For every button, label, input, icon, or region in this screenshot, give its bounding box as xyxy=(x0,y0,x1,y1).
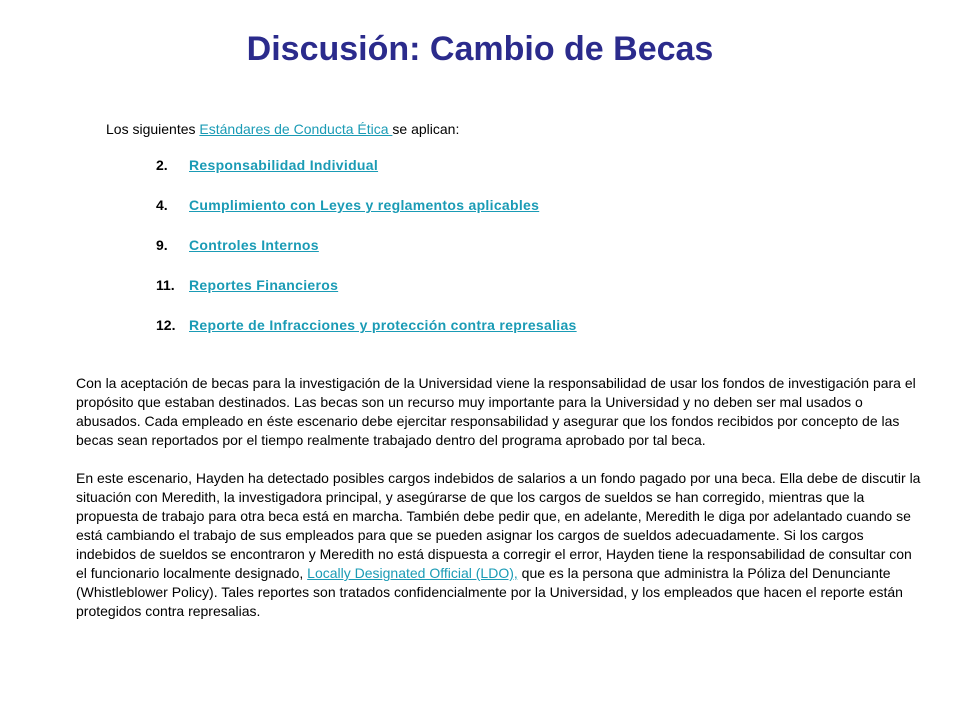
standard-link-individual-responsibility[interactable]: Responsabilidad Individual xyxy=(189,157,379,173)
paragraph-scenario-after: que es la persona que administra la Póliza del Denunciante (Whistleblower Policy). Tales reportes son tratados confidencialmente por la Universidad, y los empleados que hacen el reporte están protegidos contra represalias. xyxy=(76,565,903,619)
standard-number: 4. xyxy=(156,197,168,213)
standard-item xyxy=(156,197,577,237)
intro-text-after: se aplican: xyxy=(392,121,460,137)
standard-item xyxy=(156,237,577,277)
ldo-link[interactable]: Locally Designated Official (LDO), xyxy=(307,565,518,581)
standard-number: 12. xyxy=(156,317,176,333)
standard-number: 9. xyxy=(156,237,168,253)
standard-link-financial-reports[interactable]: Reportes Financieros xyxy=(189,277,339,293)
intro-text-before: Los siguientes xyxy=(106,121,200,137)
scenario-text xyxy=(76,374,926,621)
standard-item xyxy=(156,317,577,357)
standard-link-compliance-laws[interactable]: Cumplimiento con Leyes y reglamentos aplicables xyxy=(189,197,540,213)
standard-link-internal-controls[interactable]: Controles Internos xyxy=(189,237,319,253)
page-title: Discusión: Cambio de Becas xyxy=(246,30,714,68)
standard-item xyxy=(156,157,577,197)
paragraph-scenario xyxy=(76,469,926,621)
standard-link-whistleblower-protection[interactable]: Reporte de Infracciones y protección contra represalias xyxy=(189,317,577,333)
standard-number: 11. xyxy=(156,277,175,293)
standard-item xyxy=(156,277,577,317)
standard-number: 2. xyxy=(156,157,168,173)
standards-of-conduct-link[interactable]: Estándares de Conducta Ética xyxy=(199,121,393,137)
paragraph-grants-responsibility: Con la aceptación de becas para la investigación de la Universidad viene la responsabilidad de usar los fondos de investigación para el propósito que estaban destinados. Las becas son un recurso muy importante para la Universidad y no deben ser mal usados o abusados. Cada empleado en éste escenario debe ejercitar responsabilidad y asegurar que los fondos recibidos por concepto de las becas sean reportados por el tiempo realmente trabajado dentro del programa aprobado por tal beca. xyxy=(76,375,916,448)
intro-line xyxy=(106,121,459,137)
paragraph-scenario-before: En este escenario, Hayden ha detectado posibles cargos indebidos de salarios a un fondo pagado por una beca. Ella debe de discutir la situación con Meredith, la investigadora principal, y asegúrarse de que los cargos de sueldos se han corregido, mientras que la propuesta de trabajo para otra beca está en marcha. También debe pedir que, en adelante, Meredith le diga por adelantado cuando se está cambiando el trabajo de sus empleados para que se pueden asignar los cargos de sueldos adecuadamente. Si los cargos indebidos de sueldos se encontraron y Meredith no está dispuesta a corregir el error, Hayden tiene la responsabilidad de consultar con el funcionario localmente designado, xyxy=(76,470,921,581)
standards-list xyxy=(156,157,577,357)
